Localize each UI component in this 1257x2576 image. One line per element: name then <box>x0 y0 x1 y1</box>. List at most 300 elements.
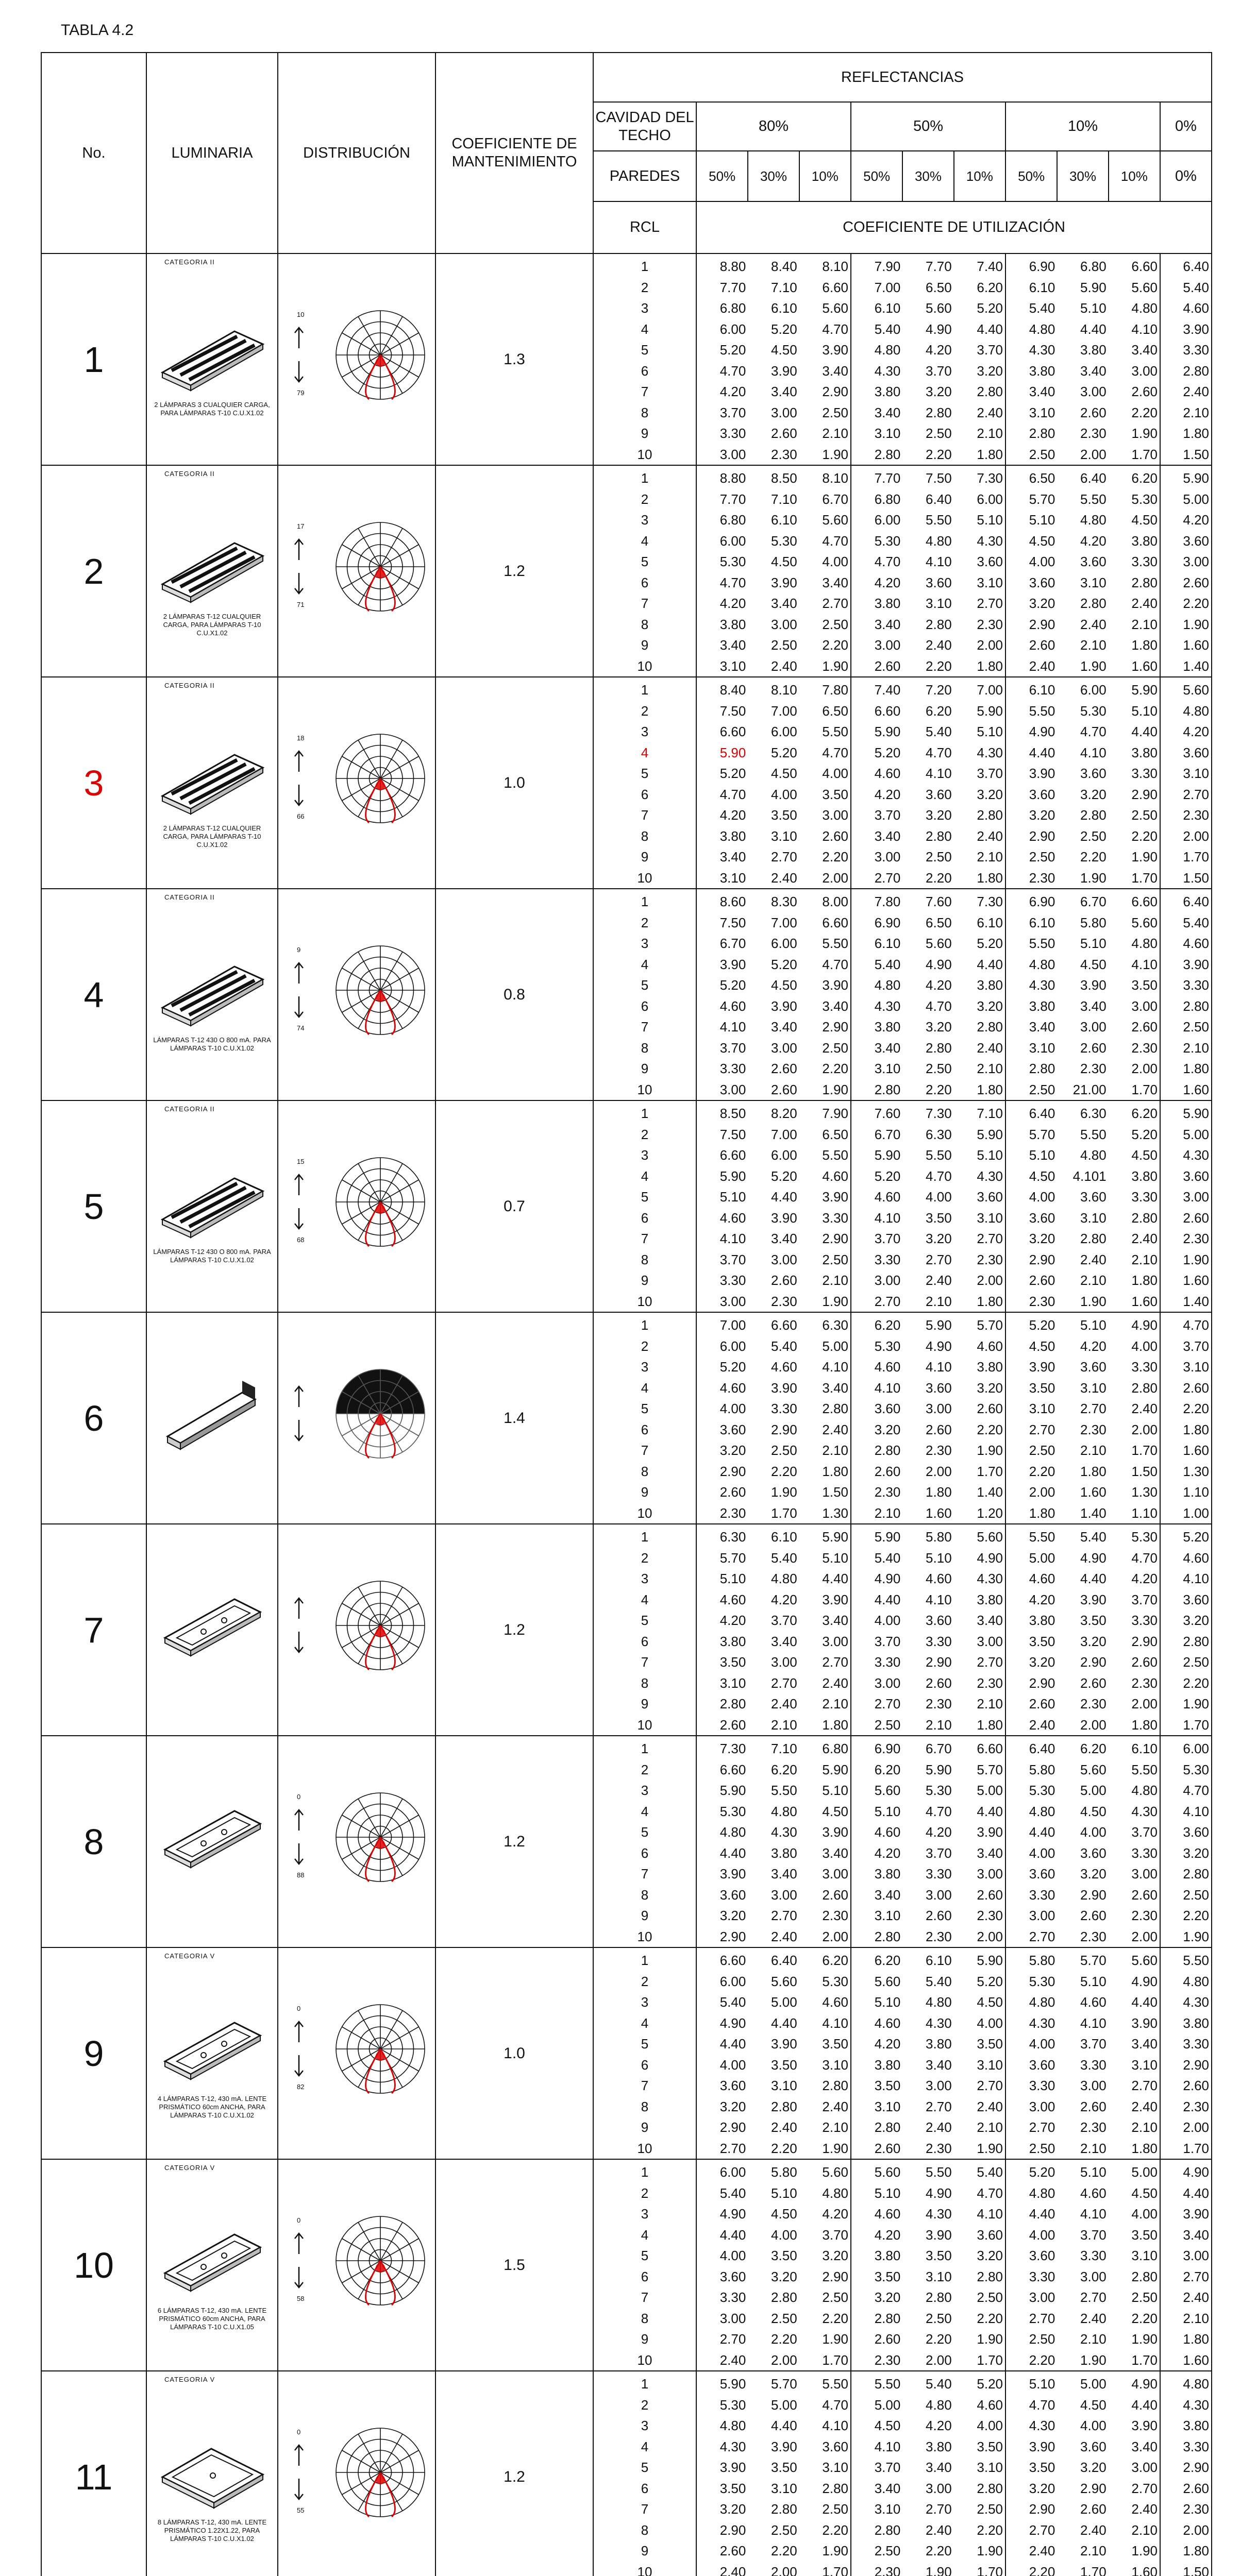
cu-value: 2.10 <box>1131 2522 1158 2538</box>
cu-value: 2.10 <box>874 1505 901 1521</box>
cu-value: 4.70 <box>822 2397 848 2413</box>
cu-value: 2.50 <box>1131 2290 1158 2305</box>
cu-value: 5.30 <box>874 533 901 549</box>
cu-value: 2.20 <box>1131 828 1158 844</box>
cu-value: 5.00 <box>822 1338 848 1354</box>
cu-value: 2.80 <box>874 2310 901 2326</box>
luminaire-number: 8 <box>41 1736 146 1947</box>
cu-value: 5.70 <box>977 1317 1003 1333</box>
cu-value: 3.10 <box>1029 1401 1055 1416</box>
cu-value: 2.40 <box>771 2120 797 2135</box>
cu-value: 5.80 <box>1029 1761 1055 1777</box>
cu-value: 2.10 <box>822 2120 848 2135</box>
cu-value: 2.30 <box>1080 2120 1107 2135</box>
cu-value: 6.60 <box>822 279 848 295</box>
cu-value: 3.10 <box>822 2057 848 2073</box>
rcl-value: 3 <box>641 1571 649 1586</box>
cu-value: 2.40 <box>771 1696 797 1711</box>
cu-value: 4.10 <box>926 1359 952 1375</box>
cu-value: 5.90 <box>719 1783 746 1798</box>
cu-value: 4.40 <box>719 2036 746 2052</box>
cu-value: 5.10 <box>1080 1973 1107 1989</box>
cu-value: 3.90 <box>719 2460 746 2475</box>
cu-value: 2.30 <box>1131 1675 1158 1691</box>
rcl-value: 7 <box>641 1019 649 1035</box>
cu-value: 4.10 <box>926 766 952 781</box>
rcl-value: 4 <box>641 2438 649 2454</box>
maintenance-coefficient: 1.2 <box>435 465 593 677</box>
cu-value: 2.70 <box>874 1293 901 1309</box>
cu-value: 1.60 <box>1131 658 1158 674</box>
cu-value: 4.70 <box>1183 1783 1209 1798</box>
cu-value: 2.80 <box>1080 596 1107 611</box>
cu-value: 4.90 <box>926 956 952 972</box>
cu-value: 4.70 <box>719 786 746 802</box>
luminaire-row <box>41 253 1212 465</box>
rcl-value: 8 <box>641 1887 649 1903</box>
cu-value: 3.90 <box>822 1591 848 1607</box>
cu-value: 3.60 <box>1080 766 1107 781</box>
cu-value: 5.50 <box>926 2164 952 2180</box>
cu-value: 1.90 <box>1080 2352 1107 2368</box>
cu-value: 3.80 <box>719 616 746 632</box>
cu-value: 1.90 <box>1080 870 1107 886</box>
cu-value: 7.60 <box>874 1106 901 1121</box>
cu-value: 3.40 <box>874 1887 901 1903</box>
cu-value: 3.30 <box>719 1061 746 1076</box>
cu-value: 2.30 <box>1029 1293 1055 1309</box>
cu-value: 7.50 <box>926 470 952 486</box>
cu-value: 8.50 <box>771 470 797 486</box>
cu-value: 2.40 <box>977 828 1003 844</box>
cu-value: 2.70 <box>977 1231 1003 1246</box>
cu-value: 2.80 <box>874 446 901 462</box>
luminaire-row <box>41 1736 1212 1947</box>
rcl-value: 5 <box>641 554 649 569</box>
cu-value: 4.20 <box>1029 1591 1055 1607</box>
cu-value: 2.50 <box>771 2310 797 2326</box>
cu-value: 2.40 <box>1080 1251 1107 1267</box>
cu-value: 3.90 <box>1131 2015 1158 2031</box>
cu-value: 3.80 <box>874 1019 901 1035</box>
cu-value: 2.60 <box>1183 1380 1209 1396</box>
cu-value: 2.50 <box>874 1717 901 1733</box>
cu-value: 3.20 <box>1183 1845 1209 1861</box>
cu-value: 3.10 <box>874 1908 901 1923</box>
cu-value: 2.40 <box>771 870 797 886</box>
down-percent: 82 <box>297 2083 305 2091</box>
cu-value: 3.20 <box>926 384 952 399</box>
cu-value: 6.00 <box>1183 1741 1209 1756</box>
cu-value: 3.80 <box>926 2036 952 2052</box>
cu-value: 1.70 <box>1183 849 1209 865</box>
cu-value: 5.40 <box>874 956 901 972</box>
cu-value: 3.70 <box>719 404 746 420</box>
luminaire-cell <box>146 465 278 677</box>
cu-value: 4.40 <box>771 2015 797 2031</box>
luminaire-description: 2 LÁMPARAS T-12 CUALQUIER CARGA, PARA LÁMPARAS T-10 C.U.X1.02 <box>163 824 261 849</box>
cu-value: 2.90 <box>719 1928 746 1944</box>
cu-value: 4.60 <box>719 1591 746 1607</box>
cu-value: 5.30 <box>1131 1529 1158 1545</box>
cu-value: 4.60 <box>822 1168 848 1184</box>
cu-value: 2.80 <box>1131 574 1158 590</box>
cu-value: 4.60 <box>1029 1571 1055 1586</box>
luminaire-row <box>41 2159 1212 2371</box>
cu-value: 2.60 <box>1183 1210 1209 1226</box>
cu-value: 4.00 <box>977 2418 1003 2433</box>
cu-value: 5.40 <box>926 724 952 739</box>
cu-value: 1.70 <box>977 2564 1003 2576</box>
cu-value: 4.80 <box>874 342 901 358</box>
cu-value: 6.10 <box>771 512 797 528</box>
cu-value: 2.50 <box>1029 2140 1055 2156</box>
cu-value: 1.30 <box>822 1505 848 1521</box>
cu-value: 4.50 <box>1131 2185 1158 2201</box>
cu-value: 2.80 <box>1183 998 1209 1014</box>
cu-value: 5.30 <box>1183 1761 1209 1777</box>
cu-value: 4.50 <box>1080 2397 1107 2413</box>
header-distribucion: DISTRIBUCIÓN <box>278 53 435 253</box>
rcl-value: 7 <box>641 1443 649 1458</box>
cu-value: 4.20 <box>874 2227 901 2243</box>
cu-value: 7.40 <box>977 259 1003 274</box>
cu-value: 5.50 <box>1080 1126 1107 1142</box>
cu-value: 3.80 <box>926 2438 952 2454</box>
cu-value: 3.40 <box>1131 342 1158 358</box>
cu-value: 2.30 <box>719 1505 746 1521</box>
cu-value: 2.30 <box>926 1696 952 1711</box>
cu-value: 3.80 <box>977 1591 1003 1607</box>
cu-value: 1.90 <box>1183 1928 1209 1944</box>
cu-value: 3.90 <box>771 2036 797 2052</box>
cu-value: 2.50 <box>926 849 952 865</box>
cu-value: 3.90 <box>1029 1359 1055 1375</box>
cu-value: 4.40 <box>874 1591 901 1607</box>
cu-value: 6.20 <box>1131 470 1158 486</box>
cu-value: 6.00 <box>771 724 797 739</box>
cu-value: 4.50 <box>1029 533 1055 549</box>
cu-value: 2.70 <box>977 1654 1003 1670</box>
cu-value: 6.60 <box>771 1317 797 1333</box>
cu-value: 2.80 <box>926 404 952 420</box>
cu-value: 4.30 <box>926 2015 952 2031</box>
cu-value: 2.50 <box>771 2522 797 2538</box>
cu-value: 4.10 <box>874 1380 901 1396</box>
cu-value: 6.30 <box>926 1126 952 1142</box>
cu-value: 5.50 <box>926 1147 952 1163</box>
rcl-value: 3 <box>641 1147 649 1163</box>
cu-value: 2.10 <box>926 1717 952 1733</box>
cu-value: 2.60 <box>771 426 797 441</box>
cu-value: 1.60 <box>1080 1484 1107 1500</box>
cu-value: 4.60 <box>771 1359 797 1375</box>
rcl-value: 10 <box>637 1928 652 1944</box>
cu-value: 5.90 <box>926 1761 952 1777</box>
cu-value: 7.90 <box>874 259 901 274</box>
cu-value: 2.90 <box>1131 1633 1158 1649</box>
cu-value: 2.50 <box>874 2543 901 2558</box>
cu-value: 4.10 <box>926 1591 952 1607</box>
rcl-value: 6 <box>641 1210 649 1226</box>
cu-value: 3.70 <box>977 342 1003 358</box>
cu-value: 5.90 <box>1080 279 1107 295</box>
cu-value: 3.90 <box>1080 977 1107 993</box>
rcl-value: 5 <box>641 2248 649 2263</box>
cu-value: 6.30 <box>719 1529 746 1545</box>
cu-value: 3.10 <box>1131 2248 1158 2263</box>
rcl-value: 7 <box>641 384 649 399</box>
wall-pct: 0% <box>1160 151 1212 201</box>
cu-value: 3.30 <box>874 1654 901 1670</box>
maintenance-coefficient: 1.2 <box>435 2371 593 2576</box>
cu-value: 4.40 <box>822 1571 848 1586</box>
cu-value: 4.40 <box>1080 1571 1107 1586</box>
cu-value: 4.00 <box>719 1401 746 1416</box>
cu-value: 1.90 <box>822 2140 848 2156</box>
cu-value: 4.80 <box>1029 1803 1055 1819</box>
cu-value: 3.00 <box>771 1654 797 1670</box>
cu-value: 3.80 <box>771 1845 797 1861</box>
cu-value: 6.90 <box>874 1741 901 1756</box>
cu-value: 4.10 <box>822 2015 848 2031</box>
cu-value: 6.60 <box>977 1741 1003 1756</box>
cu-value: 2.20 <box>977 1421 1003 1437</box>
cu-value: 7.10 <box>771 279 797 295</box>
cu-value: 2.80 <box>977 1019 1003 1035</box>
cu-value: 3.90 <box>822 1189 848 1205</box>
cu-value: 2.40 <box>977 1040 1003 1056</box>
header-no: No. <box>41 53 146 253</box>
distribution-cell <box>278 2371 435 2576</box>
cu-value: 3.10 <box>977 574 1003 590</box>
cu-value: 5.20 <box>771 744 797 760</box>
cu-value: 2.80 <box>977 2268 1003 2284</box>
ceiling-50: 50% <box>851 102 1005 151</box>
cu-value: 6.80 <box>719 300 746 316</box>
cu-value: 6.70 <box>874 1126 901 1142</box>
cu-value: 3.10 <box>977 2460 1003 2475</box>
down-percent: 55 <box>297 2506 305 2514</box>
cu-value: 2.30 <box>1080 1061 1107 1076</box>
cu-value: 7.70 <box>719 279 746 295</box>
cu-value: 3.90 <box>771 574 797 590</box>
cu-value: 4.80 <box>771 1571 797 1586</box>
rcl-value: 6 <box>641 998 649 1014</box>
cu-value: 2.90 <box>771 1421 797 1437</box>
cu-value: 2.60 <box>874 658 901 674</box>
cu-value: 2.40 <box>926 2522 952 2538</box>
cu-value: 5.70 <box>1080 1953 1107 1968</box>
cu-value: 2.90 <box>719 2120 746 2135</box>
cu-value: 5.00 <box>1080 2376 1107 2392</box>
maintenance-coefficient: 1.2 <box>435 1524 593 1736</box>
cu-value: 2.90 <box>1131 786 1158 802</box>
cu-value: 5.10 <box>874 2185 901 2201</box>
wall-pct: 10% <box>954 151 1005 201</box>
cu-value: 3.40 <box>1131 2438 1158 2454</box>
cu-value: 2.50 <box>822 404 848 420</box>
rcl-value: 4 <box>641 1591 649 1607</box>
distribution-cell <box>278 677 435 889</box>
cu-value: 5.40 <box>771 1550 797 1566</box>
cu-value: 4.20 <box>822 2206 848 2222</box>
cu-value: 1.50 <box>1183 870 1209 886</box>
ceiling-0: 0% <box>1160 102 1212 151</box>
cu-value: 5.40 <box>1183 279 1209 295</box>
cu-value: 3.20 <box>719 1908 746 1923</box>
cu-value: 4.90 <box>1080 1550 1107 1566</box>
cu-value: 4.50 <box>1029 1168 1055 1184</box>
luminaire-category: CATEGORIA V <box>164 2164 215 2172</box>
cu-value: 2.80 <box>874 1928 901 1944</box>
luminaire-cell <box>146 1736 278 1947</box>
cu-value: 2.30 <box>977 1908 1003 1923</box>
maintenance-coefficient: 1.5 <box>435 2159 593 2371</box>
cu-value: 4.30 <box>719 2438 746 2454</box>
cu-value: 4.20 <box>719 596 746 611</box>
cu-value: 3.00 <box>926 1887 952 1903</box>
cu-value: 4.00 <box>977 2015 1003 2031</box>
cu-value: 3.70 <box>926 363 952 379</box>
cu-value: 1.60 <box>1183 2352 1209 2368</box>
cu-value: 6.20 <box>1131 1106 1158 1121</box>
cu-value: 3.60 <box>1183 1824 1209 1840</box>
cu-value: 5.30 <box>1029 1973 1055 1989</box>
cu-value: 4.40 <box>977 321 1003 337</box>
cu-value: 2.10 <box>977 1061 1003 1076</box>
cu-value: 4.70 <box>926 1803 952 1819</box>
rcl-value: 1 <box>641 1317 649 1333</box>
rcl-value: 5 <box>641 977 649 993</box>
cu-value: 1.20 <box>977 1505 1003 1521</box>
rcl-value: 1 <box>641 1529 649 1545</box>
cu-value: 3.10 <box>771 2480 797 2496</box>
cu-value: 3.30 <box>926 1633 952 1649</box>
cu-value: 3.90 <box>1131 2418 1158 2433</box>
cu-value: 1.70 <box>1131 446 1158 462</box>
header-rcl: RCL <box>593 201 696 253</box>
cu-value: 5.70 <box>977 1761 1003 1777</box>
cu-value: 3.50 <box>874 2078 901 2093</box>
cu-value: 4.10 <box>1080 2015 1107 2031</box>
cu-value: 2.40 <box>977 404 1003 420</box>
cu-value: 4.60 <box>1080 1994 1107 2010</box>
cu-value: 2.60 <box>1029 1273 1055 1288</box>
cu-value: 3.80 <box>874 2057 901 2073</box>
luminaire-description: 8 LÁMPARAS T-12, 430 mA. LENTE PRISMÁTICO 1.22X1.22, PARA LÁMPARAS T-10 C.U.X1.02 <box>157 2518 267 2543</box>
cu-value: 2.90 <box>719 1463 746 1479</box>
cu-value: 3.40 <box>874 828 901 844</box>
cu-value: 3.50 <box>771 2460 797 2475</box>
cu-value: 7.30 <box>719 1741 746 1756</box>
cu-value: 5.10 <box>1029 2376 1055 2392</box>
cu-value: 2.80 <box>771 2290 797 2305</box>
cu-value: 3.20 <box>977 1380 1003 1396</box>
cu-value: 3.70 <box>1183 1338 1209 1354</box>
cu-value: 2.10 <box>822 426 848 441</box>
cu-value: 3.00 <box>1080 384 1107 399</box>
cu-value: 1.90 <box>822 2331 848 2347</box>
cu-value: 3.30 <box>1080 2248 1107 2263</box>
cu-value: 2.10 <box>822 1273 848 1288</box>
cu-value: 2.60 <box>719 2543 746 2558</box>
cu-value: 5.10 <box>1131 703 1158 719</box>
cu-value: 3.90 <box>1080 1591 1107 1607</box>
cu-value: 4.20 <box>1080 1338 1107 1354</box>
cu-value: 2.10 <box>1131 1251 1158 1267</box>
cu-value: 7.30 <box>977 470 1003 486</box>
cu-value: 1.80 <box>1183 2543 1209 2558</box>
cu-value: 2.30 <box>977 616 1003 632</box>
rcl-value: 9 <box>641 1484 649 1500</box>
cu-value: 3.00 <box>719 2310 746 2326</box>
cu-value: 2.40 <box>771 1928 797 1944</box>
cu-value: 3.70 <box>874 2460 901 2475</box>
cu-value: 2.50 <box>1029 2331 1055 2347</box>
cu-value: 2.20 <box>771 2331 797 2347</box>
cu-value: 6.60 <box>874 703 901 719</box>
cu-value: 3.30 <box>1080 2057 1107 2073</box>
cu-value: 6.20 <box>771 1761 797 1777</box>
cu-value: 5.80 <box>1029 1953 1055 1968</box>
cu-value: 2.90 <box>719 2522 746 2538</box>
cu-value: 4.60 <box>874 1824 901 1840</box>
cu-value: 2.60 <box>1029 1696 1055 1711</box>
cu-value: 3.80 <box>1183 2015 1209 2031</box>
cu-value: 3.60 <box>1080 1189 1107 1205</box>
cu-value: 4.00 <box>771 786 797 802</box>
cu-value: 1.70 <box>1183 2140 1209 2156</box>
cu-value: 1.80 <box>1183 1421 1209 1437</box>
cu-value: 6.20 <box>1080 1741 1107 1756</box>
cu-value: 3.90 <box>771 998 797 1014</box>
cu-value: 4.40 <box>1131 724 1158 739</box>
cu-value: 3.00 <box>822 807 848 823</box>
rcl-value: 7 <box>641 2078 649 2093</box>
cu-value: 3.60 <box>926 1613 952 1628</box>
cu-value: 4.00 <box>1080 2418 1107 2433</box>
cu-value: 7.50 <box>719 1126 746 1142</box>
cu-value: 2.80 <box>926 1040 952 1056</box>
cu-value: 6.20 <box>874 1761 901 1777</box>
cu-value: 6.20 <box>822 1953 848 1968</box>
cu-value: 3.20 <box>1080 1633 1107 1649</box>
cu-value: 5.50 <box>1131 1761 1158 1777</box>
cu-value: 3.00 <box>1029 2290 1055 2305</box>
luminaire-cell <box>146 1947 278 2159</box>
cu-value: 2.90 <box>822 2268 848 2284</box>
cu-value: 3.00 <box>1029 1908 1055 1923</box>
cu-value: 3.20 <box>719 1443 746 1458</box>
rcl-value: 10 <box>637 446 652 462</box>
cu-value: 2.30 <box>1080 1421 1107 1437</box>
cu-value: 5.60 <box>822 512 848 528</box>
cu-value: 4.50 <box>771 342 797 358</box>
cu-value: 6.40 <box>1080 470 1107 486</box>
cu-value: 2.00 <box>822 1928 848 1944</box>
cu-value: 2.70 <box>1029 2522 1055 2538</box>
cu-value: 3.80 <box>874 2248 901 2263</box>
cu-value: 3.40 <box>771 1633 797 1649</box>
maintenance-coefficient: 1.0 <box>435 1947 593 2159</box>
rcl-value: 2 <box>641 1761 649 1777</box>
cu-value: 1.70 <box>1131 1081 1158 1097</box>
cu-value: 3.50 <box>874 2268 901 2284</box>
cu-value: 2.20 <box>1183 1908 1209 1923</box>
cu-value: 2.30 <box>822 1908 848 1923</box>
cu-value: 2.30 <box>1183 2501 1209 2517</box>
